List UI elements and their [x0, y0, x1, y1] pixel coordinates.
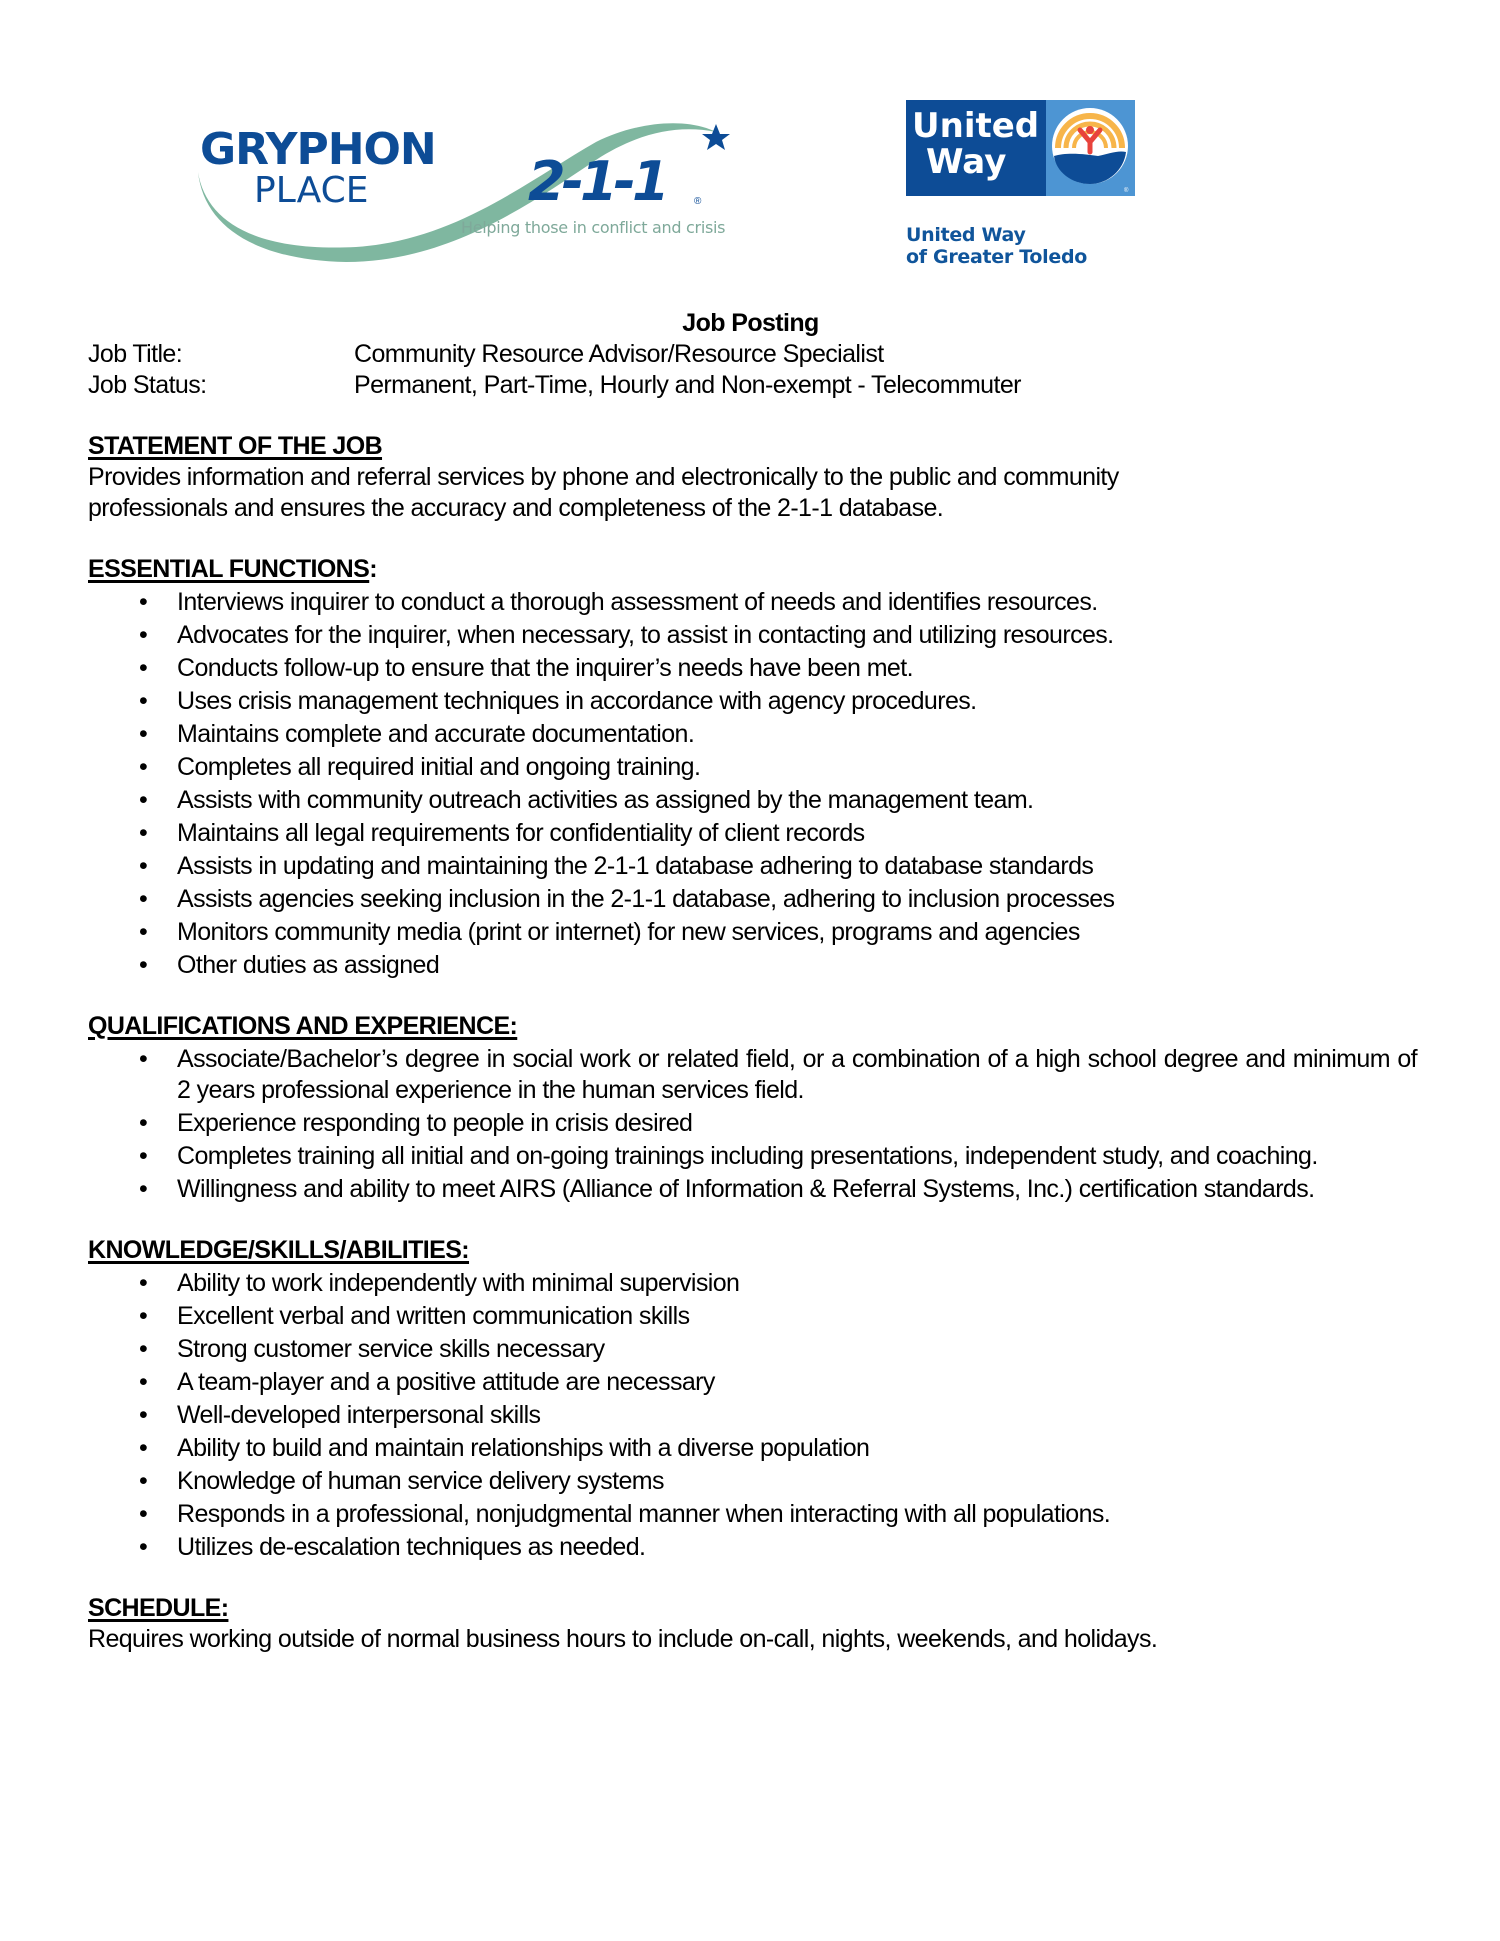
gryphon-tagline: Helping those in conflict and crisis — [461, 218, 726, 237]
gryphon-place-211-logo — [196, 112, 756, 262]
ksa-list — [88, 1268, 1418, 1563]
job-status-value: Permanent, Part-Time, Hourly and Non-exempt - Telecommuter — [354, 371, 1021, 399]
bullet-icon: • — [139, 1269, 148, 1297]
united-way-badge — [906, 100, 1135, 196]
bullet-icon: • — [139, 918, 148, 946]
list-item: • Ability to build and maintain relationships with a diverse population — [139, 1434, 870, 1462]
united-way-wordmark — [906, 100, 1046, 196]
bullet-icon: • — [139, 1109, 148, 1137]
svg-text:®: ® — [1124, 188, 1129, 194]
list-item: • Maintains complete and accurate documentation. — [139, 720, 695, 748]
job-posting-document — [88, 308, 1418, 1655]
list-item: • Willingness and ability to meet AIRS (Alliance of Information & Referral Systems, Inc.) certification standards. — [139, 1175, 1315, 1203]
list-item: • Experience responding to people in crisis desired — [139, 1109, 693, 1137]
list-item: • Uses crisis management techniques in accordance with agency procedures. — [139, 687, 977, 715]
ksa-heading: KNOWLEDGE/SKILLS/ABILITIES: — [88, 1236, 470, 1264]
list-item: • Strong customer service skills necessary — [139, 1335, 605, 1363]
essential-functions-heading: ESSENTIAL FUNCTIONS: — [88, 555, 377, 583]
caption-line-1: United Way — [906, 224, 1026, 246]
list-item: • Ability to work independently with minimal supervision — [139, 1269, 740, 1297]
bullet-icon: • — [139, 1533, 148, 1561]
bullet-icon: • — [139, 1434, 148, 1462]
job-title-label: Job Title: — [88, 340, 183, 368]
list-item: • Conducts follow-up to ensure that the inquirer’s needs have been met. — [139, 654, 913, 682]
list-item: • Utilizes de-escalation techniques as needed. — [139, 1533, 646, 1561]
bullet-icon: • — [139, 951, 148, 979]
united-way-logo — [906, 100, 1136, 270]
bullet-icon: • — [139, 1368, 148, 1396]
list-item: • Interviews inquirer to conduct a thorough assessment of needs and identifies resources. — [139, 588, 1098, 616]
statement-text-line-1: Provides information and referral services by phone and electronically to the public and community — [88, 463, 1119, 491]
schedule-text: Requires working outside of normal business hours to include on-call, nights, weekends, and holidays. — [88, 1625, 1158, 1653]
list-item: • Completes training all initial and on-going trainings including presentations, independent study, and coaching. — [139, 1142, 1318, 1170]
list-item: • Advocates for the inquirer, when necessary, to assist in contacting and utilizing resources. — [139, 621, 1114, 649]
united-way-emblem — [1046, 100, 1135, 196]
bullet-icon: • — [139, 753, 148, 781]
list-item: • Assists in updating and maintaining the 2-1-1 database adhering to database standards — [139, 852, 1094, 880]
list-item: • Completes all required initial and ongoing training. — [139, 753, 701, 781]
list-item: • Responds in a professional, nonjudgmental manner when interacting with all populations. — [139, 1500, 1111, 1528]
list-item: • Assists with community outreach activities as assigned by the management team. — [139, 786, 1034, 814]
job-title-row — [88, 339, 1418, 370]
statement-text-line-2: professionals and ensures the accuracy and completeness of the 2-1-1 database. — [88, 494, 944, 522]
registered-mark: ® — [694, 196, 702, 207]
gryphon-wordmark: GRYPHON — [200, 124, 436, 175]
bullet-icon: • — [139, 786, 148, 814]
bullet-icon: • — [139, 885, 148, 913]
list-item: • A team-player and a positive attitude are necessary — [139, 1368, 715, 1396]
way-text: Way — [926, 142, 1007, 182]
bullet-icon: • — [139, 1175, 148, 1203]
schedule-heading: SCHEDULE: — [88, 1594, 229, 1622]
bullet-icon: • — [139, 621, 148, 649]
caption-line-2: of Greater Toledo — [906, 246, 1088, 268]
bullet-icon: • — [139, 654, 148, 682]
united-text: United — [912, 106, 1040, 146]
page-title: Job Posting — [682, 309, 819, 337]
bullet-icon: • — [139, 1467, 148, 1495]
qualifications-heading: QUALIFICATIONS AND EXPERIENCE: — [88, 1012, 518, 1040]
list-item: • Maintains all legal requirements for confidentiality of client records — [139, 819, 865, 847]
bullet-icon: • — [139, 588, 148, 616]
bullet-icon: • — [139, 1401, 148, 1429]
place-wordmark: PLACE — [254, 170, 369, 211]
bullet-icon: • — [139, 1302, 148, 1330]
qualifications-list — [88, 1044, 1418, 1205]
bullet-icon: • — [139, 687, 148, 715]
bullet-icon: • — [139, 1335, 148, 1363]
list-item: • Excellent verbal and written communication skills — [139, 1302, 690, 1330]
job-status-row — [88, 370, 1418, 401]
list-item: • Assists agencies seeking inclusion in the 2-1-1 database, adhering to inclusion processes — [139, 885, 1115, 913]
list-item: • Well-developed interpersonal skills — [139, 1401, 541, 1429]
essential-functions-list — [88, 587, 1418, 981]
united-way-caption — [906, 224, 1087, 268]
list-item: • Other duties as assigned — [139, 951, 440, 979]
list-item: • Associate/Bachelor’s degree in social work or related field, or a combination of a high school degree and minimum of 2 years professional experience in the human services field. — [139, 1045, 1417, 1104]
list-item: • Monitors community media (print or internet) for new services, programs and agencies — [139, 918, 1080, 946]
bullet-icon: • — [139, 819, 148, 847]
statement-heading: STATEMENT OF THE JOB — [88, 432, 383, 460]
bullet-icon: • — [139, 852, 148, 880]
helping-hand-icon — [1046, 100, 1135, 196]
211-wordmark: 2-1-1 — [528, 150, 666, 213]
bullet-icon: • — [139, 1045, 148, 1073]
job-status-label: Job Status: — [88, 371, 207, 399]
bullet-icon: • — [139, 1142, 148, 1170]
bullet-icon: • — [139, 1500, 148, 1528]
bullet-icon: • — [139, 720, 148, 748]
list-item: • Knowledge of human service delivery systems — [139, 1467, 664, 1495]
job-title-value: Community Resource Advisor/Resource Specialist — [354, 340, 884, 368]
